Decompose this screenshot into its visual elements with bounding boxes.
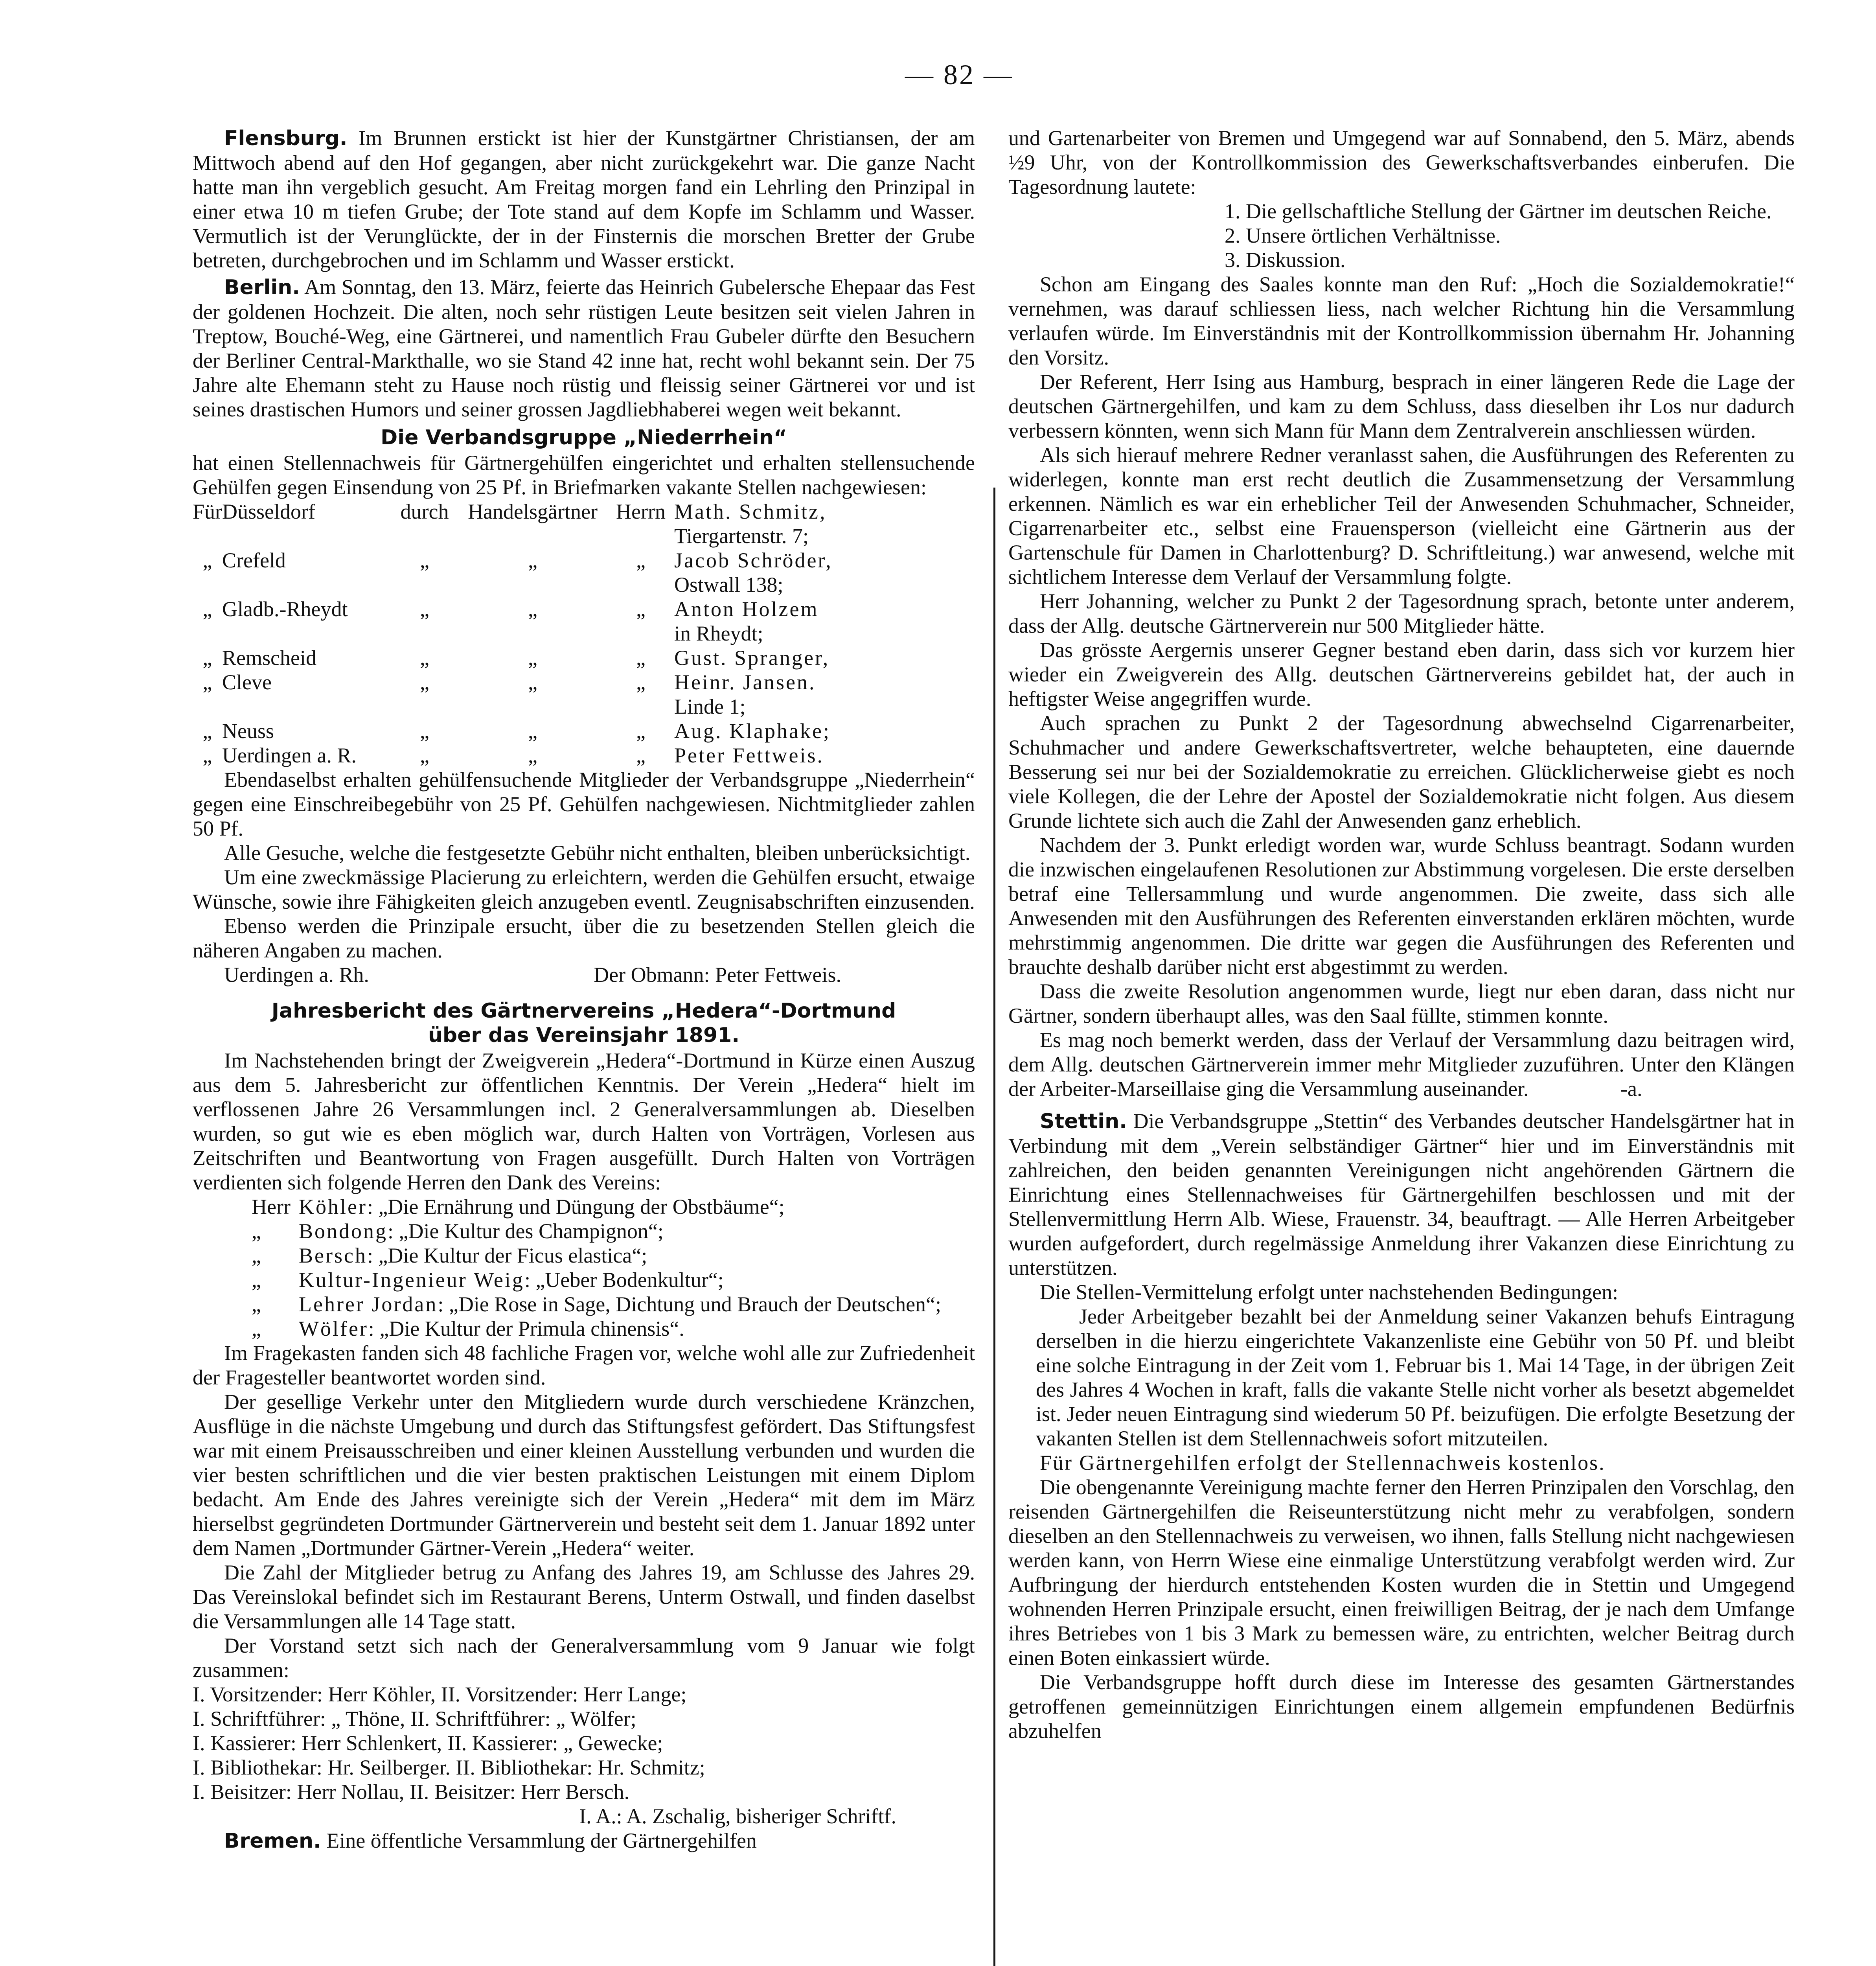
ditto-mark: „ <box>420 719 429 743</box>
board-member-line: I. Kassierer: Herr Schlenkert, II. Kassierer: „ Gewecke; <box>193 1731 663 1755</box>
lecture-prefix: Herr <box>252 1195 291 1219</box>
placement-table <box>193 499 975 768</box>
board-member-line: I. Schriftführer: „ Thöne, II. Schriftführer: „ Wölfer; <box>193 1707 636 1730</box>
closing-text: Es mag noch bemerkt werden, dass der Verlauf der Versammlung dazu beitragen wird, dem Allg. deutschen Gärtnerverein immer mehr Mitglieder zuzuführen. Unter den Klängen der Arbeiter-Marseillaise ging die Versammlung auseinander. <box>1008 1028 1795 1101</box>
board-member-line: I. Vorsitzender: Herr Köhler, II. Vorsitzender: Herr Lange; <box>193 1683 687 1706</box>
hedera-paragraph: Der Vorstand setzt sich nach der Generalversammlung vom 9 Januar wie folgt zusammen: <box>193 1634 975 1682</box>
lecture-speaker: Lehrer Jordan <box>299 1292 438 1316</box>
row-city: Remscheid <box>222 646 316 670</box>
ditto-mark: „ <box>420 744 429 767</box>
niederrhein-paragraph: Ebendaselbst erhalten gehülfensuchende Mitglieder der Verbandsgruppe „Niederrhein“ gegen eine Einschreibegebühr von 25 Pf. Gehülfen nachgewiesen. Nichtmitglieder zahlen 50 Pf. <box>193 768 975 840</box>
ditto-mark: „ <box>202 719 212 743</box>
placement-row <box>193 743 975 768</box>
row-col2: durch <box>400 500 449 523</box>
hedera-signature: I. A.: A. Zschalig, bisheriger Schriftf. <box>579 1804 896 1828</box>
ditto-mark: „ <box>636 744 646 767</box>
signature-name: Der Obmann: Peter Fettweis. <box>594 963 841 987</box>
lecture-speaker: Wölfer <box>299 1317 368 1340</box>
ditto-mark: „ <box>528 597 537 621</box>
section-heading-hedera <box>193 999 975 1047</box>
ditto-mark: „ <box>528 719 537 743</box>
article-body: Am Sonntag, den 13. März, feierte das Heinrich Gubelersche Ehepaar das Fest der goldenen Hochzeit. Die alten, noch sehr rüstigen Leute besitzen seit vielen Jahren in Treptow, Bouché-Weg, eine Gärtnerei, und namentlich Frau Gubeler dürfte den Besuchern der Berliner Central-Markthalle, wo sie Stand 42 inne hat, recht wohl bekannt sein. Der 75 Jahre alte Ehemann steht zu Hause noch rüstig und fleissig seiner Gärtnerei vor und ist seines drastischen Humors und seiner grossen Jagdliebhaberei wegen weit bekannt. <box>193 275 975 421</box>
placement-row <box>193 670 975 719</box>
row-name <box>674 646 975 670</box>
bremen-paragraph: Dass die zweite Resolution angenommen wurde, liegt nur eben daran, dass nicht nur Gärtner, sondern überhaupt alles, was den Saal füllte, stimmen konnte. <box>1008 979 1795 1027</box>
row-city: Neuss <box>222 719 274 743</box>
placement-row <box>193 548 975 597</box>
contact-address: in Rheydt; <box>674 622 763 645</box>
lecture-title: : „Die Kultur der Ficus elastica“; <box>367 1244 647 1267</box>
row-name <box>674 597 975 646</box>
ditto-mark: „ <box>202 597 212 621</box>
stettin-final: Die Verbandsgruppe hofft durch diese im Interesse des gesamten Gärtnerstandes getroffenen gemeinnützigen Einrichtungen einem allgemein empfundenen Bedürfnis abzuhelfen <box>1008 1670 1795 1743</box>
niederrhein-paragraph: Ebenso werden die Prinzipale ersucht, über die zu besetzenden Stellen gleich die näheren Angaben zu machen. <box>193 914 975 962</box>
hedera-paragraph: Der gesellige Verkehr unter den Mitgliedern wurde durch verschiedene Kränzchen, Ausflüge in die nächste Umgebung und durch das Stiftungsfest gefördert. Das Stiftungsfest war mit einem Preisausschreiben und einer kleinen Ausstellung verbunden und wurden die vier besten schriftlichen und die vier besten praktischen Leistungen mit einem Diplom bedacht. Am Ende des Jahres vereinigte sich der Verein „Hedera“ mit dem im März hierselbst gegründeten Dortmunder Gärtnerverein und besteht seit dem 1. Januar 1892 unter dem Namen „Dortmunder Gärtner-Verein „Hedera“ weiter. <box>193 1390 975 1560</box>
lecture-title: : „Die Rose in Sage, Dichtung und Brauch der Deutschen“; <box>438 1292 942 1316</box>
stettin-free-notice: Für Gärtnergehilfen erfolgt der Stellennachweis kostenlos. <box>1040 1451 1606 1474</box>
board-list <box>193 1682 975 1804</box>
row-name <box>674 743 975 768</box>
lecture-prefix: „ <box>252 1292 261 1316</box>
contact-name: Heinr. Jansen. <box>674 670 816 694</box>
bremen-continued: und Gartenarbeiter von Bremen und Umgegend war auf Sonnabend, den 5. März, abends ½9 Uhr, von der Kontrollkommission des Gewerkschaftsverbandes einberufen. Die Tagesordnung lautete: <box>1008 126 1795 199</box>
bremen-paragraph: Als sich hierauf mehrere Redner veranlasst sahen, die Ausführungen des Referenten zu widerlegen, konnte man erst recht deutlich die Zusammensetzung der Versammlung erkennen. Nämlich es war ein erheblicher Teil der Anwesenden Schuhmacher, Schneider, Cigarrenarbeiter etc., selbst eine Frauensperson (vielleicht eine Gärtnerin aus der Gartenschule für Damen in Charlottenburg? D. Schriftleitung.) war anwesend, welche mit sichtlichem Interesse dem Verlauf der Versammlung folgte. <box>1008 443 1795 589</box>
niederrhein-signature-line <box>193 963 975 987</box>
ditto-mark: „ <box>420 597 429 621</box>
row-name <box>674 548 975 597</box>
agenda-item: 2. Unsere örtlichen Verhältnisse. <box>1225 224 1501 247</box>
lecture-item <box>193 1243 975 1268</box>
page-number: — 82 — <box>905 59 1013 90</box>
lecture-item <box>193 1316 975 1341</box>
article-lead-stettin: Stettin. <box>1040 1110 1127 1133</box>
contact-address: Tiergartenstr. 7; <box>674 524 809 548</box>
lecture-title: : „Die Kultur der Primula chinensis“. <box>368 1317 684 1340</box>
row-name <box>674 719 975 743</box>
article-body: Eine öffentliche Versammlung der Gärtnergehilfen <box>326 1829 757 1852</box>
bremen-paragraph: Herr Johanning, welcher zu Punkt 2 der Tagesordnung sprach, betonte unter anderem, dass der Allg. deutsche Gärtnerverein nur 500 Mitglieder hätte. <box>1008 589 1795 637</box>
closing-sign: -a. <box>1620 1077 1642 1101</box>
article-lead-flensburg: Flensburg. <box>224 127 348 150</box>
heading-line: Jahresbericht des Gärtnervereins „Hedera“-Dortmund <box>271 999 896 1023</box>
right-column <box>1008 126 1795 1743</box>
row-city: Cleve <box>222 670 272 694</box>
article-stettin <box>1008 1109 1795 1280</box>
row-col4: Herrn <box>616 500 666 523</box>
bremen-paragraph: Nachdem der 3. Punkt erledigt worden war, wurde Schluss beantragt. Sodann wurden die inzwischen eingelaufenen Resolutionen zur Abstimmung vorgelesen. Die erste derselben betraf eine Tellersammlung und wurde angenommen. Die zweite, dass sich alle Anwesenden mit den Ausführungen des Referenten einverstanden erklären möchten, wurde mehrstimmig angenommen. Die dritte war gegen die Ausführungen des Referenten und brauchte deshalb darüber nicht erst abgestimmt zu werden. <box>1008 833 1795 979</box>
hedera-paragraph: Im Fragekasten fanden sich 48 fachliche Fragen vor, welche wohl alle zur Zufriedenheit der Fragesteller beantwortet worden sind. <box>193 1341 975 1389</box>
article-body: Im Brunnen erstickt ist hier der Kunstgärtner Christiansen, der am Mittwoch abend auf den Hof gegangen, aber nicht zurückgekehrt war. Die ganze Nacht hatte man ihn vergeblich gesucht. Am Freitag morgen fand ein Lehrling den Prinzipal in einer etwa 10 m tiefen Grube; der Tote stand auf dem Kopfe im Schlamm und Wasser. Vermutlich ist der Verunglückte, der in der Finsternis die morschen Bretter der Grube betreten, durchgebrochen und im Schlamm und Wasser erstickt. <box>193 126 975 272</box>
contact-name: Peter Fettweis. <box>674 744 824 767</box>
placement-row <box>193 646 975 670</box>
lecture-title: : „Die Ernährung und Düngung der Obstbäume“; <box>367 1195 785 1219</box>
signature-place: Uerdingen a. Rh. <box>224 963 369 987</box>
lecture-item <box>193 1219 975 1243</box>
article-lead-berlin: Berlin. <box>224 276 300 299</box>
column-divider <box>993 488 995 1966</box>
lecture-prefix: „ <box>252 1244 261 1267</box>
ditto-mark: „ <box>528 646 537 670</box>
ditto-mark: „ <box>636 646 646 670</box>
agenda-item: 1. Die gellschaftliche Stellung der Gärtner im deutschen Reiche. <box>1225 199 1772 223</box>
row-name <box>674 670 975 719</box>
ditto-mark: „ <box>636 670 646 694</box>
stettin-support: Die obengenannte Vereinigung machte ferner den Herren Prinzipalen den Vorschlag, den reisenden Gärtnergehilfen die Reiseunterstützung nicht mehr zu verabfolgen, sondern dieselben an den Stellennachweis zu verweisen, wo ihnen, falls Stellung nicht nachgewiesen werden kann, von Herrn Wiese eine einmalige Unterstützung verabfolgt werden wird. Zur Aufbringung der hierdurch entstehenden Kosten wurden die in Stettin und Umgegend wohnenden Herren Prinzipale ersucht, einen freiwilligen Beitrag, der je nach dem Umfange ihres Betriebes von 1 bis 3 Mark zu bemessen wäre, zu entrichten, welcher Beitrag durch einen Boten einkassiert würde. <box>1008 1475 1795 1670</box>
ditto-mark: „ <box>636 719 646 743</box>
section-heading-niederrhein: Die Verbandsgruppe „Niederrhein“ <box>381 426 787 449</box>
ditto-mark: „ <box>202 646 212 670</box>
ditto-mark: „ <box>202 670 212 694</box>
article-lead-bremen: Bremen. <box>224 1829 321 1853</box>
contact-address: Ostwall 138; <box>674 573 784 596</box>
row-city: Crefeld <box>222 549 286 572</box>
stettin-conditions: Jeder Arbeitgeber bezahlt bei der Anmeldung seiner Vakanzen behufs Eintragung derselben in die hierzu eingerichtete Vakanzenliste eine Gebühr von 50 Pf. und bleibt eine solche Eintragung in der Zeit vom 1. Februar bis 1. Mai 14 Tage, in der übrigen Zeit des Jahres 4 Wochen in kraft, falls die vakante Stelle nicht vorher als besetzt abgemeldet ist. Jeder neuen Eintragung sind wiederum 50 Pf. beizufügen. Die erfolgte Besetzung der vakanten Stellen ist dem Stellennachweis sofort mitzuteilen. <box>1036 1305 1795 1450</box>
lecture-title: : „Ueber Bodenkultur“; <box>524 1268 724 1292</box>
left-column <box>193 126 975 1853</box>
lecture-item <box>193 1195 975 1219</box>
lecture-title: : „Die Kultur des Champignon“; <box>388 1219 664 1243</box>
lecture-speaker: Bersch <box>299 1244 367 1267</box>
ditto-mark: „ <box>420 549 429 572</box>
row-prefix: Für <box>193 500 223 523</box>
article-bremen <box>193 1828 975 1853</box>
stettin-conditions-intro: Die Stellen-Vermittelung erfolgt unter nachstehenden Bedingungen: <box>1040 1280 1619 1304</box>
bremen-paragraph: Das grösste Aergernis unserer Gegner bestand eben darin, dass sich vor kurzem hier wieder ein Zweigverein des Allg. deutschen Gärtnervereins gebildet hat, der auch in heftigster Weise angegriffen wurde. <box>1008 638 1795 711</box>
agenda-item: 3. Diskussion. <box>1225 248 1346 272</box>
heading-line: über das Vereinsjahr 1891. <box>428 1023 740 1047</box>
row-city: Uerdingen a. R. <box>222 744 357 767</box>
bremen-paragraph: Schon am Eingang des Saales konnte man den Ruf: „Hoch die Sozialdemokratie!“ vernehmen, was darauf schliessen liess, nach welcher Richtung hin die Versammlung verlaufen würde. Im Einverständnis mit der Kontrollkommission übernahm Hr. Johanning den Vorsitz. <box>1008 272 1795 369</box>
ditto-mark: „ <box>420 670 429 694</box>
contact-name: Jacob Schröder, <box>674 549 833 572</box>
ditto-mark: „ <box>202 744 212 767</box>
ditto-mark: „ <box>528 670 537 694</box>
lecture-item <box>193 1268 975 1292</box>
article-flensburg <box>193 126 975 272</box>
board-member-line: I. Bibliothekar: Hr. Seilberger. II. Bibliothekar: Hr. Schmitz; <box>193 1756 705 1779</box>
placement-row <box>193 597 975 646</box>
row-city: Düsseldorf <box>222 500 315 523</box>
lecture-speaker: Köhler <box>299 1195 367 1219</box>
placement-row <box>193 499 975 548</box>
lecture-list <box>193 1195 975 1341</box>
lecture-item <box>193 1292 975 1316</box>
placement-row <box>193 719 975 743</box>
agenda-list <box>1008 199 1795 272</box>
contact-name: Gust. Spranger, <box>674 646 830 670</box>
row-city: Gladb.-Rheydt <box>222 597 348 621</box>
lecture-speaker: Bondong <box>299 1219 388 1243</box>
bremen-paragraph: Der Referent, Herr Ising aus Hamburg, besprach in einer längeren Rede die Lage der deutschen Gärtnergehilfen, und kam zu dem Schluss, dass dieselben ihr Los nur dadurch verbessern könnten, wenn sich Mann für Mann dem Zentralverein anschliessen würden. <box>1008 370 1795 442</box>
contact-address: Linde 1; <box>674 695 746 718</box>
article-body: Die Verbandsgruppe „Stettin“ des Verbandes deutscher Handelsgärtner hat in Verbindung mit dem „Verein selbständiger Gärtner“ hier und im Einverständnis mit zahlreichen, den beiden genannten Vereinigungen nicht angehörenden Gärtnern die Einrichtung eines Stellennachweises für Gärtnergehilfen beschlossen und mit der Stellenvermittlung Herrn Alb. Wiese, Frauenstr. 34, beauftragt. — Alle Herren Arbeitgeber wurden aufgefordert, durch regelmässige Anmeldung ihrer Vakanzen diese Einrichtung zu unterstützen. <box>1008 1109 1795 1279</box>
lecture-prefix: „ <box>252 1219 261 1243</box>
niederrhein-paragraph: Alle Gesuche, welche die festgesetzte Gebühr nicht enthalten, bleiben unberücksichtigt. <box>224 841 971 865</box>
niederrhein-paragraph: Um eine zweckmässige Placierung zu erleichtern, werden die Gehülfen ersucht, etwaige Wünsche, sowie ihre Fähigkeiten gleich anzugeben eventl. Zeugnisabschriften einzusenden. <box>193 865 975 913</box>
bremen-paragraph: Auch sprachen zu Punkt 2 der Tagesordnung abwechselnd Cigarrenarbeiter, Schuhmacher und andere Gewerkschaftsvertreter, welche behaupteten, eine dauernde Besserung sei nur bei der Sozialdemokratie zu erreichen. Glücklicherweise giebt es noch viele Kollegen, die der Lehre der Apostel der Sozialdemokratie nicht folgen. Aus diesem Grunde lichtete sich auch die Zahl der Anwesenden ganz erheblich. <box>1008 711 1795 832</box>
lecture-prefix: „ <box>252 1317 261 1340</box>
article-berlin <box>193 275 975 422</box>
contact-name: Anton Holzem <box>674 597 819 621</box>
bremen-closing <box>1008 1028 1795 1101</box>
ditto-mark: „ <box>528 549 537 572</box>
contact-name: Aug. Klaphake; <box>674 719 831 743</box>
row-col3: Handelsgärtner <box>468 500 598 523</box>
hedera-paragraph: Im Nachstehenden bringt der Zweigverein „Hedera“-Dortmund in Kürze einen Auszug aus dem 5. Jahresbericht zur öffentlichen Kenntnis. Der Verein „Hedera“ hielt im verflossenen Jahre 26 Versammlungen incl. 2 Generalversammlungen ab. Dieselben wurden, so gut wie es eben möglich war, durch Halten von Vorträgen, Vorlesen aus Zeitschriften und Beantwortung von Fragen ausgefüllt. Durch Halten von Vorträgen verdienten sich folgende Herren den Dank des Vereins: <box>193 1049 975 1194</box>
ditto-mark: „ <box>420 646 429 670</box>
row-name <box>674 499 975 548</box>
lecture-speaker: Kultur-Ingenieur Weig <box>299 1268 524 1292</box>
board-member-line: I. Beisitzer: Herr Nollau, II. Beisitzer: Herr Bersch. <box>193 1780 630 1804</box>
contact-name: Math. Schmitz, <box>674 500 827 523</box>
lecture-prefix: „ <box>252 1268 261 1292</box>
ditto-mark: „ <box>636 597 646 621</box>
ditto-mark: „ <box>636 549 646 572</box>
hedera-paragraph: Die Zahl der Mitglieder betrug zu Anfang des Jahres 19, am Schlusse des Jahres 29. Das Vereinslokal befindet sich im Restaurant Berens, Unterm Ostwall, und finden daselbst die Versammlungen alle 14 Tage statt. <box>193 1561 975 1633</box>
ditto-mark: „ <box>202 549 212 572</box>
niederrhein-intro: hat einen Stellennachweis für Gärtnergehülfen eingerichtet und erhalten stellensuchende Gehülfen gegen Einsendung von 25 Pf. in Briefmarken vakante Stellen nachgewiesen: <box>193 451 975 499</box>
ditto-mark: „ <box>528 744 537 767</box>
